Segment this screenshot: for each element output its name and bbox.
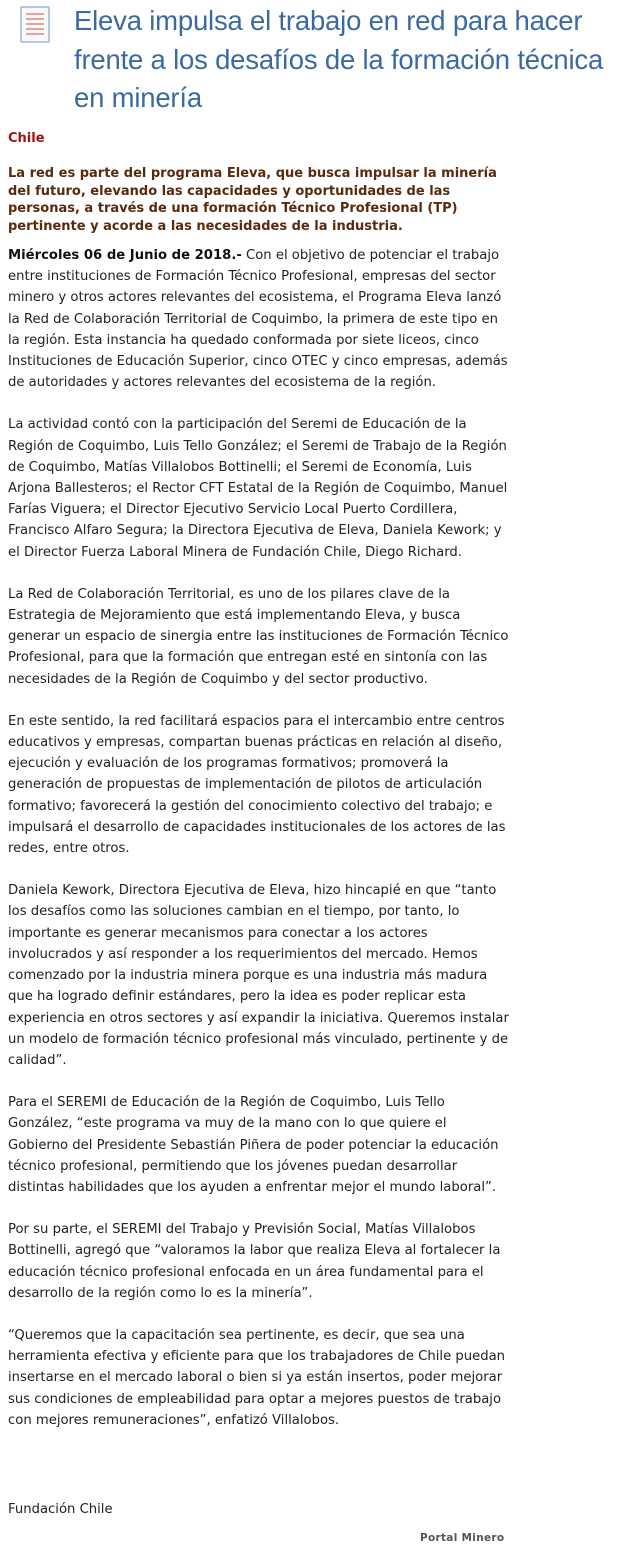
article-paragraph: En este sentido, la red facilitará espacios para el intercambio entre centros educativos y empresas, compartan buenas prácticas en relación al diseño, ejecución y evaluación de los programas formativos; promoverá la generación de propuestas de implementación de pilotos de articulación formativo; favorecerá la gestión del conocimiento colectivo del trabajo; e impulsará el desarrollo de capacidades institucionales de los actores de las redes, entre otros.: [8, 713, 506, 857]
article-source: Fundación Chile: [8, 1502, 113, 1517]
article-date: Miércoles 06 de Junio de 2018.-: [8, 248, 242, 263]
country-label: Chile: [8, 131, 45, 146]
article-paragraph: Daniela Kework, Directora Ejecutiva de Eleva, hizo hincapié en que “tanto los desafíos como las soluciones cambian en el tiempo, por tanto, lo importante es generar mecanismos para conectar a los actores involucrados y así responder a los requerimientos del mercado. Hemos comenzado por la industria minera porque es una industria más madura que ha logrado definir estándares, pero la idea es poder replicar esta experiencia en otros sectores y así expandir la iniciativa. Queremos instalar un modelo de formación técnico profesional más vinculado, pertinente y de calidad”.: [8, 883, 509, 1068]
article-paragraph: La Red de Colaboración Territorial, es uno de los pilares clave de la Estrategia de Mejoramiento que está implementando Eleva, y busca generar un espacio de sinergia entre las instituciones de Formación Técnico Profesional, para que la formación que entregan esté en sintonía con las necesidades de la Región de Coquimbo y del sector productivo.: [8, 586, 509, 687]
article-title: Eleva impulsa el trabajo en red para hacer frente a los desafíos de la formación técnica en minería: [74, 5, 604, 113]
article-header: [0, 0, 626, 120]
article-paragraph: Para el SEREMI de Educación de la Región de Coquimbo, Luis Tello González, “este programa va muy de la mano con lo que quiere el Gobierno del Presidente Sebastián Piñera de poder potenciar la educación técnico profesional, permitiendo que los jóvenes puedan desarrollar distintas habilidades que los ayuden a enfrentar mejor el mundo laboral”.: [8, 1095, 499, 1195]
article-paragraph: [8, 245, 510, 393]
document-icon: [20, 6, 50, 43]
article-paragraph: Por su parte, el SEREMI del Trabajo y Previsión Social, Matías Villalobos Bottinelli, agregó que “valoramos la labor que realiza Eleva al fortalecer la educación técnico profesional enfocada en un área fundamental para el desarrollo de la región como lo es la minería”.: [8, 1222, 501, 1301]
portal-credit: Portal Minero: [420, 1532, 505, 1544]
article-paragraph: “Queremos que la capacitación sea pertinente, es decir, que sea una herramienta efectiva y eficiente para que los trabajadores de Chile puedan insertarse en el mercado laboral o bien si ya están insertos, poder mejorar sus condiciones de empleabilidad para optar a mejores puestos de trabajo con mejores remuneraciones”, enfatizó Villalobos.: [8, 1327, 506, 1428]
article-lead: La red es parte del programa Eleva, que busca impulsar la minería del futuro, elevando las capacidades y oportunidades de las personas, a través de una formación Técnico Profesional (TP) pertinente y acorde a las necesidades de la industria.: [8, 166, 497, 234]
article-paragraph: La actividad contó con la participación del Seremi de Educación de la Región de Coquimbo, Luis Tello González; el Seremi de Trabajo de la Región de Coquimbo, Matías Villalobos Bottinelli; el Seremi de Economía, Luis Arjona Ballesteros; el Rector CFT Estatal de la Región de Coquimbo, Manuel Farías Viguera; el Director Ejecutivo Servicio Local Puerto Cordillera, Francisco Alfaro Segura; la Directora Ejecutiva de Eleva, Daniela Kework; y el Director Fuerza Laboral Minera de Fundación Chile, Diego Richard.: [8, 417, 508, 560]
first-paragraph-text: Con el objetivo de potenciar el trabajo entre instituciones de Formación Técnico Profesional, empresas del sector minero y otros actores relevantes del ecosistema, el Programa Eleva lanzó la Red de Colaboración Territorial de Coquimbo, la primera de este tipo en la región. Esta instancia ha quedado conformada por siete liceos, cinco Instituciones de Educación Superior, cinco OTEC y cinco empresas, además de autoridades y actores relevantes del ecosistema de la región.: [8, 248, 508, 391]
article-body: [8, 245, 510, 1452]
